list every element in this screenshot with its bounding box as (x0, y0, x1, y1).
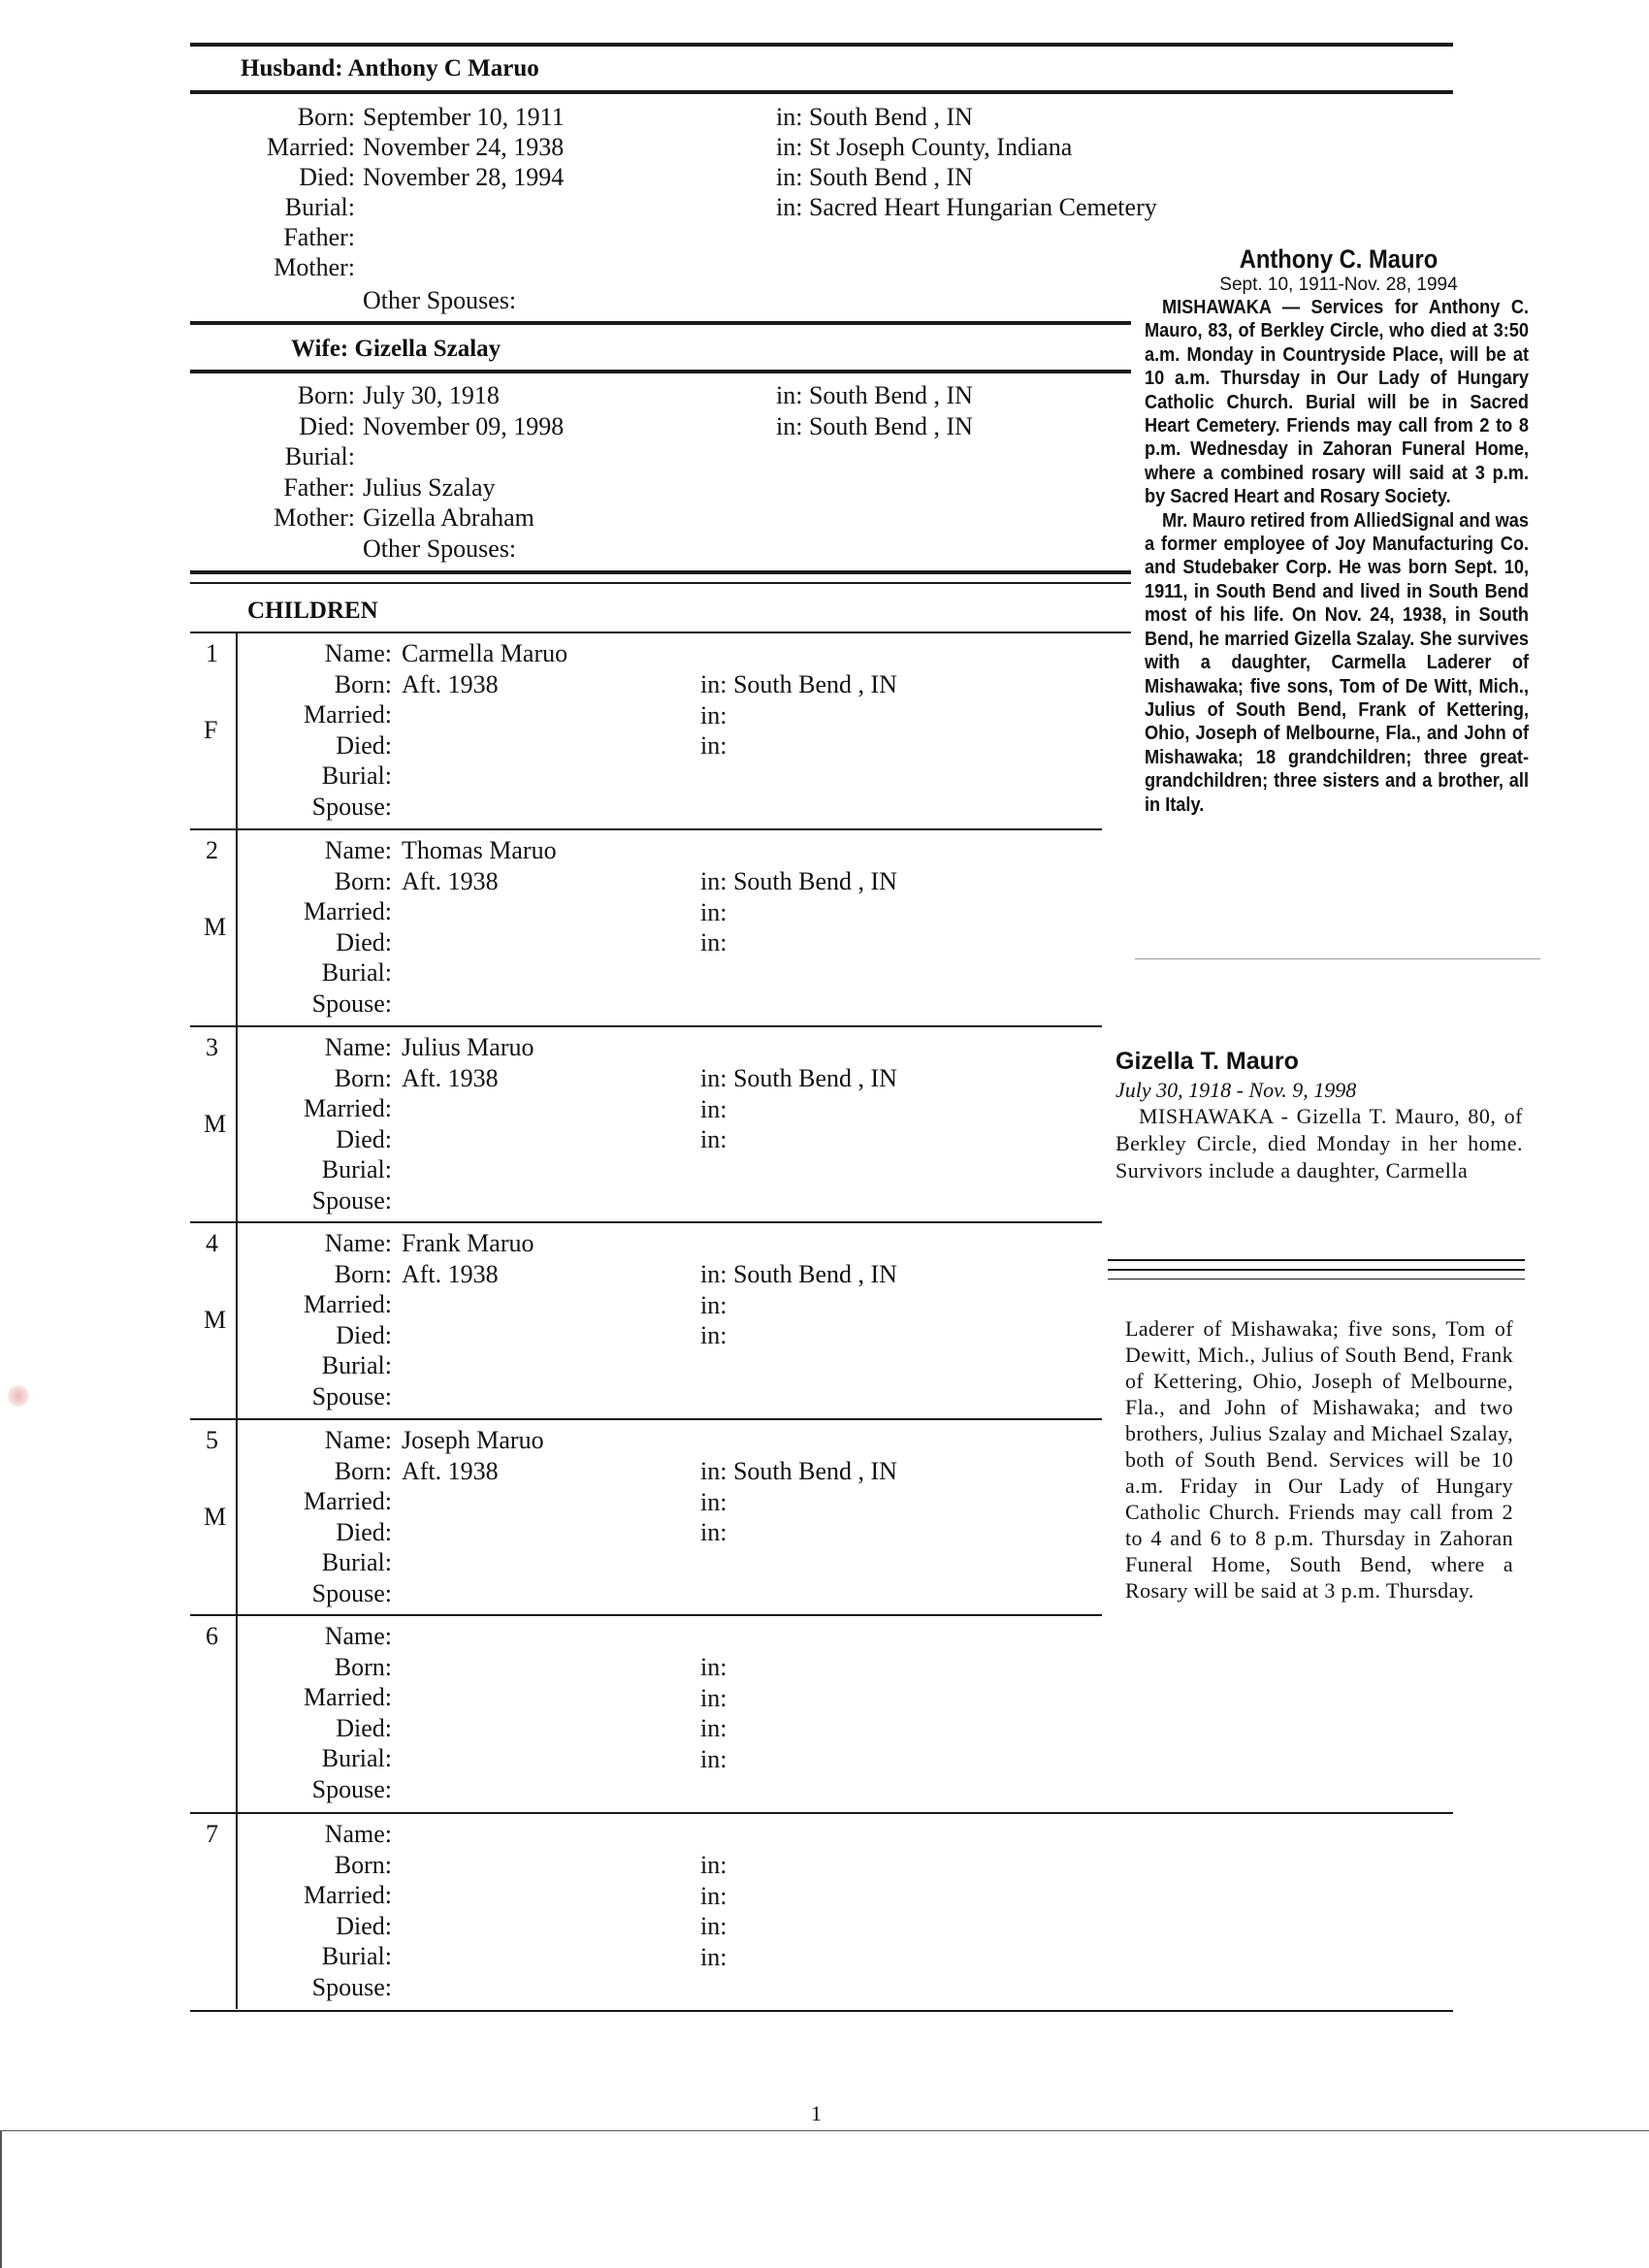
obituary-gizella-continued: Laderer of Mishawaka; five sons, Tom of Dewitt, Mich., Julius of South Bend, Frank of Kettering, Ohio, Joseph of Melbourne, Fla., and John of Mishawaka; and two brothers, Julius Szalay and Michael Szalay, both of South Bend. Services will be 10 a.m. Friday in Our Lady of Hungary Catholic Church. Friends may call from 2 to 4 and 6 to 8 p.m. Thursday in Zahoran Funeral Home, South Bend, where a Rosary will be said at 3 p.m. Thursday. (1125, 1316, 1513, 1603)
obituary-anthony-paragraph-2: Mr. Mauro retired from AlliedSignal and was a former employee of Joy Manufacturing Co. and Studebaker Corp. He was born Sept. 10, 1911, in South Bend and lived in South Bend most of his life. On Nov. 24, 1938, in South Bend, he married Gizella Szalay. She survives with a daughter, Carmella Laderer of Mishawaka; five sons, Tom of De Witt, Mich., Julius of South Bend, Frank of Kettering, Ohio, Joseph of Melbourne, Fla., and John of Mishawaka; 18 grandchildren; three great-grandchildren; three sisters and a brother, all in Italy. (1145, 509, 1529, 816)
child-place: in: South Bend , IN (700, 867, 897, 895)
top-rule (190, 43, 1453, 47)
child-field-label: Burial: (321, 958, 392, 988)
obituary-gizella-name: Gizella T. Mauro (1116, 1048, 1299, 1075)
obituary-anthony-dates: Sept. 10, 1911-Nov. 28, 1994 (1219, 275, 1458, 295)
husband-rule (190, 90, 1453, 94)
child-place: in: (700, 1942, 728, 1971)
child-number: 5 (206, 1426, 218, 1454)
child-place: in: (700, 1714, 728, 1743)
wife-field-label: Mother: (274, 503, 355, 532)
child-field-label: Name: (324, 1820, 392, 1848)
child-field-label: Name: (324, 1426, 392, 1454)
husband-name: Anthony C Maruo (347, 55, 539, 81)
husband-field-label: Died: (299, 163, 355, 191)
child-field-label: Born: (334, 1259, 392, 1288)
obit-gizella-divider-2 (1108, 1269, 1525, 1271)
child-field-label: Name: (324, 1229, 392, 1257)
child-separator (190, 1812, 1453, 1814)
husband-field-label: Mother: (274, 253, 355, 281)
wife-other-spouses: Other Spouses: (363, 535, 517, 563)
child-field-label: Married: (304, 1683, 392, 1712)
obituary-anthony-name: Anthony C. Mauro (1239, 244, 1439, 274)
child-field-label: Name: (324, 1622, 392, 1650)
child-separator (190, 828, 1102, 830)
children-left-divider (236, 632, 238, 2009)
obituary-anthony-paragraph-1: MISHAWAKA — Services for Anthony C. Mauro, 83, of Berkley Circle, who died at 3:50 a.m. Monday in Countryside Place, will be at 10 a.m. Thursday in Our Lady of Hungary Catholic Church. Burial will be in Sacred Heart Cemetery. Friends may call from 2 to 8 p.m. Wednesday in Zahoran Funeral Home, where a combined rosary will said at 3 p.m. by Sacred Heart and Rosary Society. (1145, 297, 1529, 508)
child-field-label: Name: (324, 639, 392, 667)
child-field-label: Married: (304, 1290, 392, 1319)
child-sex: M (204, 1306, 227, 1334)
children-heading: CHILDREN (247, 598, 378, 624)
child-place: in: South Bend , IN (700, 1260, 897, 1288)
child-place: in: (700, 1851, 728, 1879)
child-field-label: Married: (304, 1094, 392, 1123)
child-field-label: Burial: (321, 761, 392, 791)
child-name: Julius Maruo (402, 1033, 534, 1061)
child-field-label: Name: (324, 1033, 392, 1061)
child-field-label: Spouse: (311, 1186, 392, 1215)
child-field-label: Born: (334, 1652, 392, 1681)
child-field-label: Burial: (321, 1155, 392, 1184)
child-field-label: Spouse: (311, 793, 392, 821)
child-place: in: (700, 1094, 728, 1123)
husband-field-value: September 10, 1911 (363, 103, 565, 131)
child-field-label: Spouse: (311, 1973, 392, 2001)
husband-field-label: Father: (283, 223, 355, 251)
child-name: Joseph Maruo (402, 1426, 544, 1454)
page-number: 1 (811, 2101, 822, 2125)
child-born: Aft. 1938 (402, 670, 499, 698)
child-field-label: Born: (334, 866, 392, 895)
children-heading-rule (190, 632, 1131, 633)
child-place: in: (700, 1487, 728, 1516)
child-field-label: Name: (324, 836, 392, 864)
child-place: in: (700, 1518, 728, 1547)
husband-field-place: in: Sacred Heart Hungarian Cemetery (776, 193, 1157, 221)
child-field-label: Died: (336, 1124, 392, 1153)
scan-smudge (8, 1385, 29, 1407)
child-field-label: Died: (336, 1713, 392, 1742)
child-sex: M (204, 1503, 227, 1531)
husband-field-label: Married: (267, 133, 355, 161)
child-number: 4 (206, 1229, 218, 1257)
child-born: Aft. 1938 (402, 867, 499, 895)
obituary-gizella-dates: July 30, 1918 - Nov. 9, 1998 (1116, 1078, 1357, 1102)
child-separator (190, 1418, 1102, 1420)
child-field-label: Married: (304, 700, 392, 729)
child-place: in: (700, 1321, 728, 1350)
child-sex: M (204, 1110, 227, 1138)
child-place: in: South Bend , IN (700, 1064, 897, 1092)
wife-field-label: Died: (299, 411, 355, 440)
child-field-label: Died: (336, 1517, 392, 1546)
child-place: in: (700, 1290, 728, 1319)
husband-field-value: November 24, 1938 (363, 133, 565, 161)
child-field-label: Married: (304, 1487, 392, 1516)
child-place: in: (700, 1881, 728, 1910)
child-born: Aft. 1938 (402, 1260, 499, 1288)
child-born: Aft. 1938 (402, 1064, 499, 1092)
child-place: in: (700, 1125, 728, 1154)
child-name: Carmella Maruo (402, 639, 568, 667)
child-field-label: Spouse: (311, 1579, 392, 1607)
child-number: 7 (206, 1820, 218, 1848)
child-separator (190, 1221, 1102, 1223)
child-sex: M (204, 913, 227, 941)
child-number: 6 (206, 1622, 218, 1650)
child-field-label: Burial: (321, 1548, 392, 1577)
husband-heading: Husband: Anthony C Maruo (241, 55, 539, 81)
child-place: in: (700, 731, 728, 761)
child-separator (190, 1025, 1102, 1027)
wife-field-place: in: South Bend , IN (776, 411, 973, 440)
wife-top-rule (190, 321, 1131, 325)
obituary-anthony (1145, 244, 1533, 817)
child-field-label: Married: (304, 1881, 392, 1910)
child-field-label: Spouse: (311, 989, 392, 1018)
husband-field-label: Born: (297, 103, 355, 131)
child-place: in: (700, 1653, 728, 1681)
husband-field-place: in: St Joseph County, Indiana (776, 133, 1073, 161)
wife-field-value: July 30, 1918 (363, 381, 500, 409)
child-field-label: Died: (336, 927, 392, 956)
obit-anthony-bottom-rule (1135, 958, 1540, 959)
child-field-label: Spouse: (311, 1382, 392, 1410)
child-number: 2 (206, 836, 218, 864)
child-name: Frank Maruo (402, 1229, 534, 1257)
husband-field-value: November 28, 1994 (363, 163, 565, 191)
child-place: in: South Bend , IN (700, 670, 897, 698)
child-field-label: Born: (334, 669, 392, 698)
child-field-label: Died: (336, 1320, 392, 1349)
children-top-rule-2 (190, 582, 1131, 584)
child-number: 3 (206, 1033, 218, 1061)
child-separator (190, 2010, 1453, 2012)
wife-heading: Wife: Gizella Szalay (291, 336, 501, 362)
wife-field-value: Gizella Abraham (363, 503, 534, 532)
child-field-label: Died: (336, 1911, 392, 1940)
wife-field-label: Burial: (284, 442, 355, 470)
child-field-label: Burial: (321, 1351, 392, 1380)
child-separator (190, 1614, 1102, 1616)
child-field-label: Died: (336, 730, 392, 760)
child-place: in: (700, 700, 728, 729)
wife-field-label: Father: (283, 472, 355, 502)
child-place: in: (700, 1744, 728, 1773)
wife-field-place: in: South Bend , IN (776, 381, 973, 409)
child-place: in: (700, 1912, 728, 1941)
child-field-label: Burial: (321, 1744, 392, 1773)
page-bottom-edge (0, 2130, 1649, 2131)
child-field-label: Married: (304, 897, 392, 926)
child-born: Aft. 1938 (402, 1457, 499, 1485)
page-left-edge (0, 2130, 2, 2268)
obituary-anthony-body (1145, 296, 1529, 817)
child-number: 1 (206, 639, 218, 667)
child-field-label: Born: (334, 1456, 392, 1485)
obit-gizella-divider-1 (1108, 1259, 1525, 1261)
child-field-label: Burial: (321, 1942, 392, 1971)
child-place: in: (700, 1683, 728, 1712)
child-place: in: South Bend , IN (700, 1457, 897, 1485)
obit-gizella-divider-3 (1108, 1279, 1525, 1280)
child-name: Thomas Maruo (402, 836, 557, 864)
husband-field-label: Burial: (284, 193, 355, 221)
child-sex: F (204, 716, 218, 744)
obituary-gizella-body: MISHAWAKA - Gizella T. Mauro, 80, of Berkley Circle, died Monday in her home. Survivors include a daughter, Carmella (1116, 1104, 1523, 1183)
husband-field-place: in: South Bend , IN (776, 103, 973, 131)
wife-name: Gizella Szalay (354, 336, 501, 362)
husband-other-spouses: Other Spouses: (363, 286, 517, 314)
husband-field-place: in: South Bend , IN (776, 163, 973, 191)
child-field-label: Born: (334, 1850, 392, 1879)
wife-field-value: Julius Szalay (363, 472, 496, 502)
children-top-rule (190, 570, 1131, 574)
obituary-gizella (1116, 1048, 1523, 1184)
child-place: in: (700, 897, 728, 926)
child-field-label: Born: (334, 1063, 392, 1092)
wife-field-value: November 09, 1998 (363, 411, 565, 440)
wife-rule (190, 370, 1131, 373)
child-field-label: Spouse: (311, 1775, 392, 1803)
wife-field-label: Born: (297, 381, 355, 409)
child-place: in: (700, 928, 728, 957)
